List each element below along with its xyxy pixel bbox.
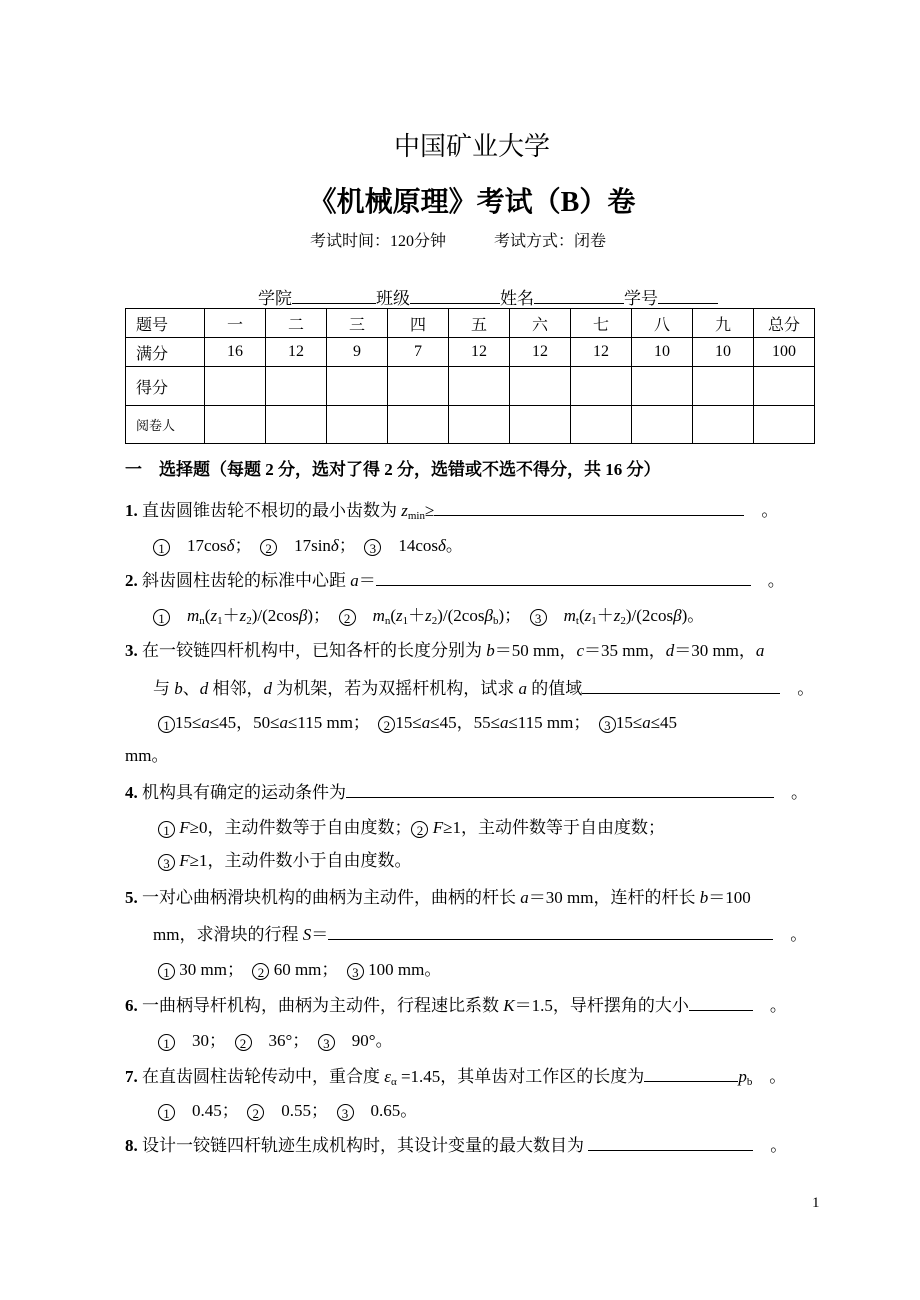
text: 。: [752, 1067, 787, 1086]
text: 0.55；: [264, 1101, 337, 1120]
question-line: [125, 566, 785, 591]
question-number: 2.: [125, 571, 142, 590]
table-cell: 题号: [126, 309, 205, 338]
option-number: 2: [235, 1034, 252, 1051]
table-cell: 10: [632, 338, 693, 367]
text: 为机架，若为双摇杆机构，试求: [272, 679, 519, 698]
table-cell: 七: [571, 309, 632, 338]
table-cell: 六: [510, 309, 571, 338]
exam-title: 《机械原理》考试（B）卷: [308, 187, 636, 218]
student-id-field[interactable]: [658, 287, 718, 304]
subscript: 2: [246, 615, 252, 627]
math-variable: z: [613, 606, 621, 625]
math-variable: b: [174, 679, 183, 698]
option-number: 2: [247, 1104, 264, 1121]
table-cell: 12: [266, 338, 327, 367]
text: ≤45，55≤: [430, 713, 500, 732]
text: mm。: [125, 746, 169, 765]
math-variable: β: [484, 606, 493, 625]
table-cell: 三: [327, 309, 388, 338]
text: ＝100: [708, 888, 751, 907]
score-label: 得分: [126, 367, 205, 406]
question-number: 7.: [125, 1067, 142, 1086]
math-variable: a: [755, 641, 765, 660]
college-label: 学院: [258, 289, 292, 308]
text: 在直齿圆柱齿轮传动中，重合度: [142, 1067, 385, 1086]
text: (: [390, 606, 397, 625]
text: 100 mm。: [363, 960, 442, 979]
exam-mode: 考试方式：闭卷: [494, 233, 607, 250]
grader-cell[interactable]: [388, 406, 449, 444]
text: )/(2cos: [251, 606, 299, 625]
grader-cell[interactable]: [571, 406, 632, 444]
question-line: [153, 601, 704, 627]
math-variable: a: [518, 679, 527, 698]
option-number: 2: [411, 821, 428, 838]
grader-cell[interactable]: [205, 406, 266, 444]
score-cell[interactable]: [571, 367, 632, 406]
name-label: 姓名: [500, 289, 534, 308]
option-number: 2: [339, 609, 356, 626]
math-variable: δ: [226, 536, 235, 555]
math-variable: p: [738, 1067, 747, 1086]
question-line: [125, 1131, 787, 1156]
answer-blank[interactable]: [689, 996, 753, 1011]
math-variable: z: [210, 606, 218, 625]
option-number: 1: [153, 609, 170, 626]
text: 相邻，: [208, 679, 264, 698]
text: )。: [681, 606, 705, 625]
text: ＝50 mm，: [494, 641, 577, 660]
text: 17cos: [170, 536, 227, 555]
math-variable: F: [432, 818, 444, 837]
answer-blank[interactable]: [346, 783, 774, 798]
question-line: [125, 496, 778, 522]
question-line: [125, 991, 787, 1016]
text: 。: [773, 925, 808, 944]
math-variable: z: [239, 606, 247, 625]
text: )/(2cos: [437, 606, 485, 625]
question-number: 3.: [125, 641, 142, 660]
table-cell: 100: [754, 338, 815, 367]
text: 30；: [175, 1031, 235, 1050]
question-line: [158, 708, 677, 733]
math-variable: S: [302, 925, 312, 944]
question-line: [153, 920, 807, 945]
question-line: [153, 674, 814, 699]
text: 30 mm；: [175, 960, 253, 979]
math-variable: d: [665, 641, 675, 660]
option-number: 2: [260, 539, 277, 556]
grader-cell[interactable]: [754, 406, 815, 444]
text: 60 mm；: [269, 960, 347, 979]
option-number: 1: [158, 821, 175, 838]
option-number: 2: [252, 963, 269, 980]
text: 17sin: [277, 536, 331, 555]
question-number: 1.: [125, 501, 142, 520]
text: 设计一铰链四杆轨迹生成机构时，其设计变量的最大数目为: [142, 1136, 589, 1155]
option-number: 1: [153, 539, 170, 556]
college-field[interactable]: [292, 287, 376, 304]
math-variable: ε: [384, 1067, 391, 1086]
question-line: [158, 813, 665, 838]
subscript: b: [492, 615, 499, 627]
text: ；: [234, 536, 261, 555]
text: ＝: [358, 571, 376, 590]
student-id-label: 学号: [624, 289, 658, 308]
grader-cell[interactable]: [327, 406, 388, 444]
math-variable: β: [673, 606, 682, 625]
question-line: [153, 531, 463, 556]
question-line: [125, 883, 751, 908]
text: ≥1，主动件数小于自由度数。: [189, 851, 412, 870]
question-line: [158, 1096, 417, 1121]
table-cell: 9: [327, 338, 388, 367]
text: )；: [307, 606, 339, 625]
option-number: 1: [158, 1104, 175, 1121]
question-line: [125, 741, 168, 766]
text: 0.65。: [353, 1101, 418, 1120]
text: 15≤: [395, 713, 422, 732]
math-variable: a: [499, 713, 509, 732]
grader-cell[interactable]: [266, 406, 327, 444]
table-cell: 九: [693, 309, 754, 338]
table-cell: 16: [205, 338, 266, 367]
text: 。: [445, 536, 463, 555]
score-cell[interactable]: [449, 367, 510, 406]
table-cell: 满分: [126, 338, 205, 367]
score-cell[interactable]: [632, 367, 693, 406]
math-variable: a: [421, 713, 431, 732]
score-cell[interactable]: [693, 367, 754, 406]
option-number: 3: [530, 609, 547, 626]
subscript: b: [746, 1076, 753, 1088]
text: 直齿圆锥齿轮不根切的最小齿数为: [142, 501, 402, 520]
text: 。: [753, 1136, 788, 1155]
text: 、: [182, 679, 200, 698]
text: (: [578, 606, 585, 625]
math-variable: a: [520, 888, 529, 907]
text: =1.45，其单齿对工作区的长度为: [396, 1067, 645, 1086]
subscript: 1: [402, 615, 409, 627]
math-variable: F: [179, 851, 190, 870]
text: 与: [153, 679, 175, 698]
subscript: t: [575, 615, 579, 627]
table-cell: 八: [632, 309, 693, 338]
question-number: 8.: [125, 1136, 142, 1155]
answer-blank[interactable]: [328, 925, 773, 940]
text: 90°。: [334, 1031, 393, 1050]
table-cell: 12: [510, 338, 571, 367]
grader-label: 阅卷人: [126, 406, 205, 444]
question-number: 4.: [125, 783, 142, 802]
text: )；: [498, 606, 530, 625]
text: ＝30 mm，连杆的杆长: [528, 888, 700, 907]
question-line: [125, 636, 764, 661]
text: )/(2cos: [625, 606, 674, 625]
answer-blank[interactable]: [376, 571, 751, 586]
text: ≤115 mm；: [508, 713, 599, 732]
text: 15≤: [175, 713, 202, 732]
math-variable: z: [425, 606, 432, 625]
question-line: [158, 955, 441, 980]
math-variable: c: [576, 641, 584, 660]
text: ≤45，50≤: [209, 713, 280, 732]
math-variable: δ: [330, 536, 339, 555]
text: ≤45: [650, 713, 678, 732]
math-variable: m: [563, 606, 576, 625]
subscript: 1: [591, 615, 597, 627]
text: ＋: [596, 606, 614, 625]
score-cell[interactable]: [205, 367, 266, 406]
university-title: 中国矿业大学: [393, 132, 550, 161]
text: 一曲柄导杆机构，曲柄为主动件，行程速比系数: [142, 996, 504, 1015]
math-variable: b: [486, 641, 495, 660]
question-number: 6.: [125, 996, 142, 1015]
text: ≥0，主动件数等于自由度数；: [189, 818, 412, 837]
question-line: [158, 846, 411, 871]
subscript: n: [384, 615, 391, 627]
text: 。: [780, 679, 815, 698]
text: 。: [774, 783, 808, 802]
text: ≥1，主动件数等于自由度数；: [443, 818, 665, 837]
text: 斜齿圆柱齿轮的标准中心距: [142, 571, 351, 590]
option-number: 3: [158, 854, 175, 871]
math-variable: b: [699, 888, 709, 907]
table-row-full-marks: [126, 338, 815, 367]
text: ＝: [311, 925, 329, 944]
table-row-score: [126, 367, 815, 406]
option-number: 3: [347, 963, 364, 980]
text: 机构具有确定的运动条件为: [142, 783, 346, 802]
option-number: 1: [158, 716, 175, 733]
math-variable: K: [503, 996, 515, 1015]
table-cell: 7: [388, 338, 449, 367]
subscript: min: [407, 510, 425, 522]
table-cell: 12: [571, 338, 632, 367]
text: (: [204, 606, 211, 625]
subscript: 1: [217, 615, 223, 627]
text: 。: [750, 571, 785, 590]
answer-blank[interactable]: [582, 679, 780, 694]
text: ＝30 mm，: [674, 641, 756, 660]
text: 0.45；: [175, 1101, 248, 1120]
math-variable: z: [401, 501, 408, 520]
math-variable: β: [298, 606, 308, 625]
math-variable: a: [201, 713, 210, 732]
text: 14cos: [381, 536, 438, 555]
math-variable: a: [642, 713, 651, 732]
text: 在一铰链四杆机构中，已知各杆的长度分别为: [142, 641, 487, 660]
text: ＋: [408, 606, 426, 625]
grader-cell[interactable]: [449, 406, 510, 444]
table-cell: 一: [205, 309, 266, 338]
text: [356, 606, 373, 625]
grader-cell[interactable]: [510, 406, 571, 444]
grader-cell[interactable]: [693, 406, 754, 444]
option-number: 2: [378, 716, 395, 733]
table-cell: 五: [449, 309, 510, 338]
exam-time: 考试时间：120分钟: [310, 233, 447, 250]
table-row-grader: [126, 406, 815, 444]
text: ＋: [222, 606, 240, 625]
text: ＝1.5，导杆摆角的大小: [514, 996, 689, 1015]
score-cell[interactable]: [266, 367, 327, 406]
subscript: n: [199, 615, 205, 627]
grader-cell[interactable]: [632, 406, 693, 444]
answer-blank[interactable]: [434, 501, 744, 516]
math-variable: z: [584, 606, 592, 625]
question-line: [125, 778, 808, 803]
option-number: 3: [337, 1104, 354, 1121]
class-label: 班级: [376, 289, 410, 308]
table-row-header: [126, 309, 815, 338]
math-variable: d: [199, 679, 209, 698]
option-number: 3: [318, 1034, 335, 1051]
math-variable: d: [263, 679, 272, 698]
answer-blank[interactable]: [588, 1136, 753, 1151]
text: ≥: [425, 501, 435, 520]
table-cell: 总分: [754, 309, 815, 338]
math-variable: a: [350, 571, 359, 590]
page-number: 1: [812, 1195, 820, 1211]
table-cell: 二: [266, 309, 327, 338]
question-line: [125, 1062, 786, 1088]
math-variable: z: [396, 606, 403, 625]
option-number: 3: [599, 716, 616, 733]
name-field[interactable]: [534, 287, 624, 304]
math-variable: F: [179, 818, 190, 837]
score-cell[interactable]: [510, 367, 571, 406]
text: 。: [752, 996, 787, 1015]
student-info-line: [258, 284, 718, 309]
score-cell[interactable]: [327, 367, 388, 406]
text: 的值域: [527, 679, 583, 698]
class-field[interactable]: [410, 287, 500, 304]
section-heading: 一 选择题（每题 2 分，选对了得 2 分，选错或不选不得分，共 16 分）: [125, 460, 661, 479]
math-variable: m: [372, 606, 385, 625]
table-cell: 12: [449, 338, 510, 367]
text: ＝35 mm，: [584, 641, 666, 660]
table-cell: 四: [388, 309, 449, 338]
text: 一对心曲柄滑块机构的曲柄为主动件，曲柄的杆长: [142, 888, 521, 907]
answer-blank[interactable]: [644, 1067, 738, 1082]
text: ；: [338, 536, 365, 555]
table-cell: 10: [693, 338, 754, 367]
score-table: [125, 308, 815, 444]
subscript: 2: [620, 615, 626, 627]
math-variable: m: [187, 606, 200, 625]
question-number: 5.: [125, 888, 142, 907]
text: mm，求滑块的行程: [153, 925, 303, 944]
option-number: 1: [158, 1034, 175, 1051]
text: [170, 606, 187, 625]
text: 15≤: [615, 713, 643, 732]
text: ≤115 mm；: [288, 713, 379, 732]
option-number: 3: [364, 539, 381, 556]
math-variable: δ: [438, 536, 446, 555]
text: 。: [744, 501, 779, 520]
text: 36°；: [251, 1031, 318, 1050]
text: [547, 606, 564, 625]
subscript: 2: [431, 615, 438, 627]
option-number: 1: [158, 963, 175, 980]
math-variable: a: [279, 713, 289, 732]
question-line: [158, 1026, 393, 1051]
score-cell[interactable]: [754, 367, 815, 406]
subscript: α: [390, 1076, 397, 1088]
exam-info: [310, 228, 606, 251]
score-cell[interactable]: [388, 367, 449, 406]
